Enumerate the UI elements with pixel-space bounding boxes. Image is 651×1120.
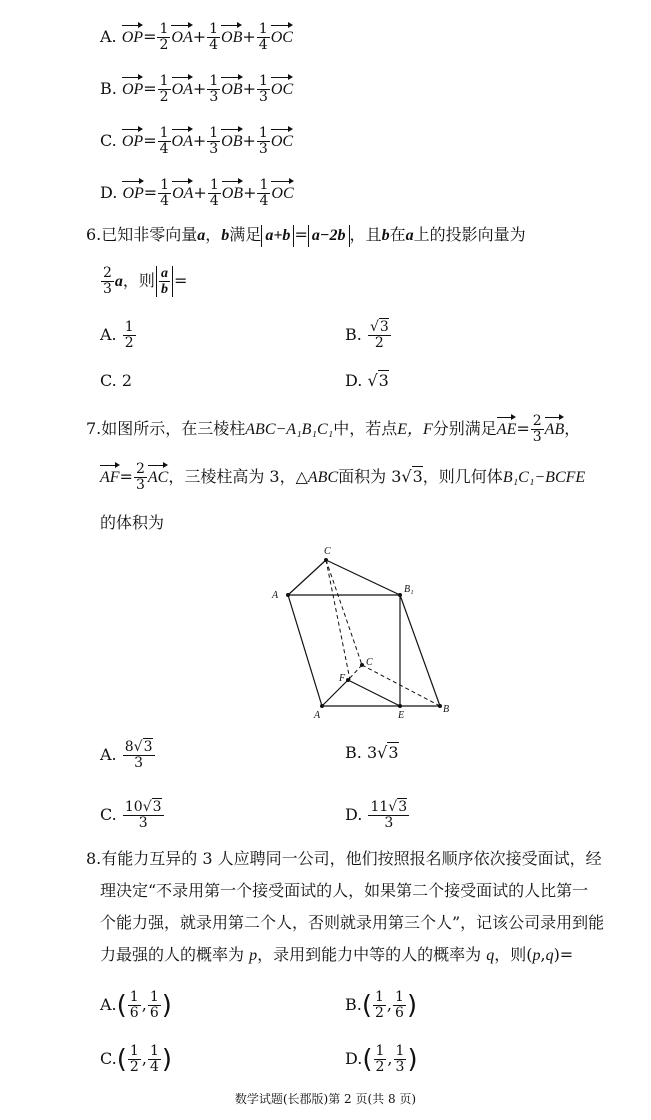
label-a1: A — [272, 590, 279, 601]
q6-stem-line1: 6.已知非零向量a，b满足 a+b = a−2b ，且b在a上的投影向量为 — [86, 224, 526, 247]
q8-option-c: C.( $\frac{1}{2}$ , $\frac{1}{4}$ ) — [100, 1043, 173, 1075]
q8-option-d: D.( $\frac{1}{2}$ , $\frac{1}{3}$ ) — [345, 1043, 418, 1075]
q5-option-d: D. OP= $\frac{1}{4}$ OA+ $\frac{1}{4}$ OB+ $\frac{1}{4}$ OC — [100, 177, 294, 209]
q7-stem-line1: 7.如图所示，在三棱柱ABC−A₁B₁C₁中，若点E，F分别满足AE= $\frac{2}{3}$ AB， — [86, 413, 581, 445]
q7-stem-line3: 的体积为 — [100, 513, 165, 532]
label-f: F — [339, 673, 346, 684]
q8-option-b: B.( $\frac{1}{2}$ , $\frac{1}{6}$ ) — [345, 989, 418, 1021]
q8-option-a: A.( $\frac{1}{6}$ , $\frac{1}{6}$ ) — [100, 989, 172, 1021]
q8-stem-line3: 个能力强，就录用第二个人，否则就录用第三个人”，记该公司录用到能 — [100, 913, 605, 932]
label-c1: C — [324, 546, 331, 557]
label-c: C — [366, 657, 373, 668]
q7-option-c: C. $\frac{10√3}{3}$ — [100, 799, 162, 831]
q5-option-c: C. OP= $\frac{1}{4}$ OA+ $\frac{1}{3}$ OB+ $\frac{1}{3}$ OC — [100, 125, 294, 157]
q7-option-b: B. 3√3 — [345, 743, 399, 762]
prism-figure — [260, 540, 460, 720]
label-a: A — [314, 710, 321, 720]
q6-option-a: A. $\frac{1}{2}$ — [100, 319, 134, 351]
q6-option-b: B. $\frac{√3}{2}$ — [345, 319, 389, 351]
q5-option-a: A. OP= $\frac{1}{2}$ OA+ $\frac{1}{4}$ OB+ $\frac{1}{4}$ OC — [100, 21, 293, 53]
q7-stem-line2: AF= $\frac{2}{3}$ AC，三棱柱高为 3，△ABC面积为 3√3，则几何体B₁C₁−BCFE — [100, 461, 586, 493]
label-b1: B₁ — [404, 584, 414, 595]
q6-option-d: D. √3 — [345, 371, 389, 390]
q7-option-d: D. $\frac{11√3}{3}$ — [345, 799, 408, 831]
q7-option-a: A. $\frac{8√3}{3}$ — [100, 739, 153, 771]
page-footer: 数学试题(长郡版)第 2 页(共 8 页) — [234, 1092, 417, 1106]
q6-stem-line2: $\frac{2}{3}$ a，则 $\frac{a}{b}$ = — [103, 265, 188, 297]
q8-stem-line4: 力最强的人的概率为 p，录用到能力中等的人的概率为 q，则(p,q)= — [100, 945, 574, 964]
q6-option-c: C. 2 — [100, 371, 133, 390]
q5-option-b: B. OP= $\frac{1}{2}$ OA+ $\frac{1}{3}$ OB+ $\frac{1}{3}$ OC — [100, 73, 294, 105]
q8-stem-line2: 理决定“不录用第一个接受面试的人，如果第二个接受面试的人比第一 — [100, 881, 589, 900]
q8-stem-line1: 8.有能力互异的 3 人应聘同一公司，他们按照报名顺序依次接受面试，经 — [86, 849, 602, 868]
label-b: B — [443, 704, 450, 715]
label-e: E — [398, 710, 405, 720]
